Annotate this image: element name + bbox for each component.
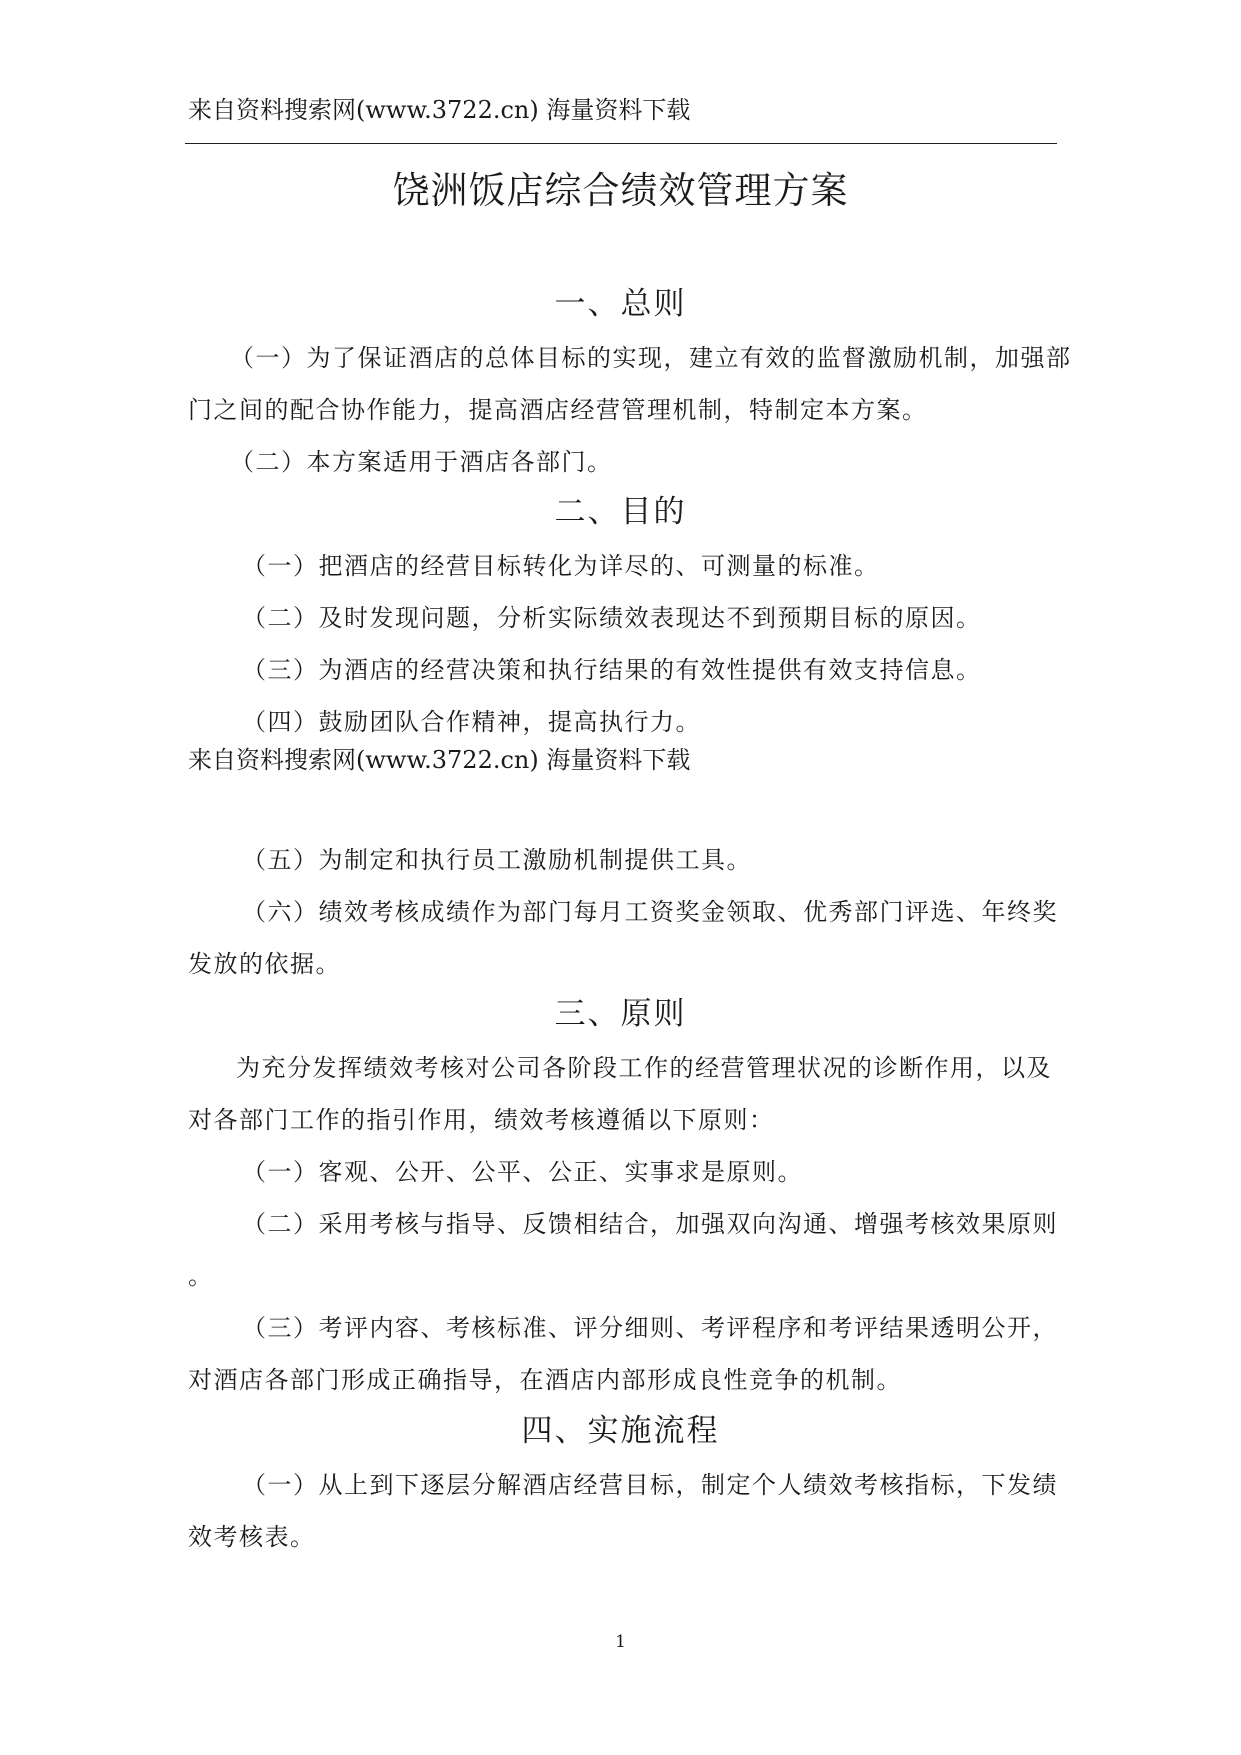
paragraph-line: （六）绩效考核成绩作为部门每月工资奖金领取、优秀部门评选、年终奖 [242,898,1058,926]
paragraph-line: （一）为了保证酒店的总体目标的实现，建立有效的监督激励机制，加强部 [230,344,1072,372]
paragraph-line: （一）把酒店的经营目标转化为详尽的、可测量的标准。 [242,552,880,580]
section-heading-principles: 三、原则 [554,996,687,1032]
section-heading-purpose: 二、目的 [554,494,687,530]
paragraph-line: （五）为制定和执行员工激励机制提供工具。 [242,846,752,874]
paragraph-line: 。 [188,1262,214,1290]
paragraph-line: 为充分发挥绩效考核对公司各阶段工作的经营管理状况的诊断作用，以及 [236,1054,1052,1082]
page-header: 来自资料搜索网(www.3722.cn) 海量资料下载 [188,96,691,124]
paragraph-line: 对酒店各部门形成正确指导，在酒店内部形成良性竞争的机制。 [188,1366,902,1394]
section-heading-general: 一、总则 [554,286,687,322]
document-title: 饶洲饭店综合绩效管理方案 [392,169,849,212]
paragraph-line: 对各部门工作的指引作用，绩效考核遵循以下原则： [188,1106,775,1134]
paragraph-line: （一）从上到下逐层分解酒店经营目标，制定个人绩效考核指标，下发绩 [242,1471,1058,1499]
paragraph-line: 发放的依据。 [188,950,341,978]
page-number: 1 [615,1632,626,1652]
paragraph-line: （二）本方案适用于酒店各部门。 [230,448,613,476]
paragraph-line: （一）客观、公开、公平、公正、实事求是原则。 [242,1158,803,1186]
watermark-text: 来自资料搜索网(www.3722.cn) 海量资料下载 [188,746,691,774]
paragraph-line: （四）鼓励团队合作精神，提高执行力。 [242,708,701,736]
header-rule [185,143,1057,144]
paragraph-line: 门之间的配合协作能力，提高酒店经营管理机制，特制定本方案。 [188,396,928,424]
paragraph-line: （二）及时发现问题，分析实际绩效表现达不到预期目标的原因。 [242,604,982,632]
section-heading-implementation: 四、实施流程 [521,1413,720,1449]
paragraph-line: （三）考评内容、考核标准、评分细则、考评程序和考评结果透明公开， [242,1314,1058,1342]
paragraph-line: （三）为酒店的经营决策和执行结果的有效性提供有效支持信息。 [242,656,982,684]
paragraph-line: （二）采用考核与指导、反馈相结合，加强双向沟通、增强考核效果原则 [242,1210,1058,1238]
paragraph-line: 效考核表。 [188,1523,316,1551]
